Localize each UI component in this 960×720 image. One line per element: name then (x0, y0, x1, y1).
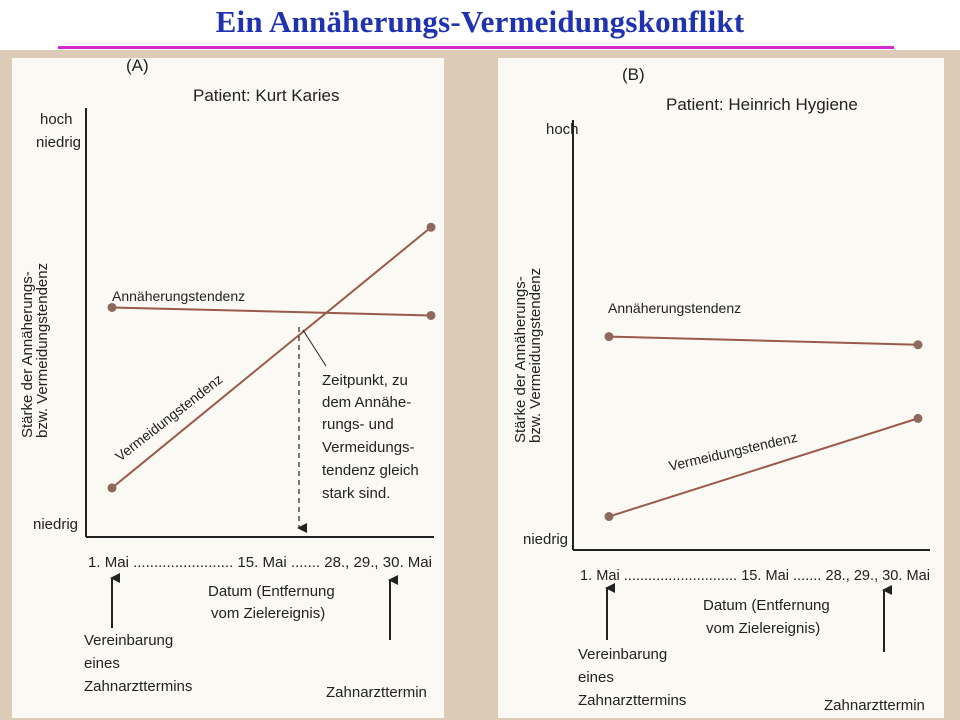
chart-b-event-left-line-3: Zahnarzttermins (578, 692, 687, 709)
chart-a-annotation (322, 372, 419, 502)
chart-a-annotation-line-1: Zeitpunkt, zu (322, 372, 408, 389)
chart-b-x-axis-ticks: 1. Mai ............................ 15. Mai ....... 28., 29., 30. Mai (580, 567, 930, 584)
chart-b-series-label-avoidance: Vermeidungstendenz (667, 428, 799, 474)
chart-a-y-top-label-2: niedrig (36, 134, 82, 151)
chart-b-y-axis-label-1: Stärke der Annäherungs- (512, 276, 529, 443)
panel-a-label: (A) (126, 56, 149, 75)
chart-b-marks (605, 332, 923, 521)
chart-a-y-top-label-1: hoch (40, 111, 73, 128)
chart-b-x-axis-label-2: vom Zielereignis) (706, 620, 821, 637)
chart-a-annotation-line-5: tendenz gleich (322, 462, 419, 479)
chart-b-y-top-label: hoch (546, 121, 579, 138)
slide-title: Ein Annäherungs-Vermeidungskonflikt (215, 4, 745, 39)
chart-a-y-bottom-label: niedrig (33, 516, 79, 533)
chart-a-series-line-approach (112, 307, 431, 315)
chart-a-x-axis-label-1: Datum (Entfernung (208, 583, 335, 600)
chart-b-series-line-avoidance (609, 418, 918, 516)
chart-b-x-axis-label-1: Datum (Entfernung (703, 597, 830, 614)
chart-a-annotation-line-3: rungs- und (322, 416, 394, 433)
chart-b-point-avoidance-end (914, 414, 923, 423)
chart-a-point-approach-end (427, 311, 436, 320)
chart-a-point-avoidance-start (108, 483, 117, 492)
chart-a-annotation-pointer (303, 330, 326, 366)
chart-b-series-line-approach (609, 337, 918, 345)
chart-b-point-avoidance-start (605, 512, 614, 521)
chart-b-series-label-approach: Annäherungstendenz (608, 300, 742, 316)
panel-b-label: (B) (622, 65, 645, 84)
chart-a-series-label-avoidance: Vermeidungstendenz (111, 370, 226, 465)
chart-a-event-right: Zahnarzttermin (326, 684, 427, 701)
chart-a-annotation-line-4: Vermeidungs- (322, 439, 415, 456)
chart-a-x-axis-ticks: 1. Mai ........................ 15. Mai ....... 28., 29., 30. Mai (88, 554, 432, 571)
chart-a-annotation-line-2: dem Annähe- (322, 394, 412, 411)
chart-a-y-axis-label-2: bzw. Vermeidungstendenz (34, 262, 51, 438)
chart-b-y-axis-label-2: bzw. Vermeidungstendenz (527, 267, 544, 443)
chart-b-point-approach-start (605, 332, 614, 341)
chart-a-event-left-line-3: Zahnarzttermins (84, 678, 193, 695)
chart-b (512, 65, 930, 714)
chart-a-x-axis-label-2: vom Zielereignis) (211, 605, 326, 622)
chart-a-event-left-line-2: eines (84, 655, 120, 672)
chart-b-title: Patient: Heinrich Hygiene (666, 95, 858, 114)
chart-b-event-right: Zahnarzttermin (824, 697, 925, 714)
chart-a-series-label-approach: Annäherungstendenz (112, 288, 246, 304)
chart-a (19, 56, 436, 701)
chart-a-point-avoidance-end (427, 223, 436, 232)
chart-b-y-bottom-label: niedrig (523, 531, 569, 548)
chart-a-annotation-line-6: stark sind. (322, 485, 391, 502)
chart-a-event-left-line-1: Vereinbarung (84, 632, 174, 649)
chart-a-y-axis-label-1: Stärke der Annäherungs- (19, 271, 36, 438)
chart-a-title: Patient: Kurt Karies (193, 86, 340, 105)
chart-b-event-left-line-2: eines (578, 669, 614, 686)
chart-a-point-approach-start (108, 303, 117, 312)
chart-b-event-left-line-1: Vereinbarung (578, 646, 668, 663)
chart-b-point-approach-end (914, 340, 923, 349)
